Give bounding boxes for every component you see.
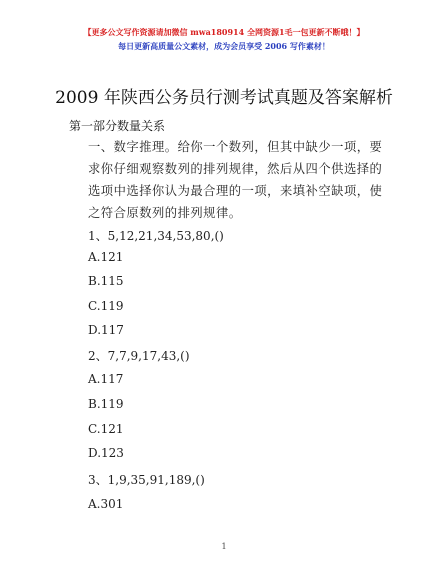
question-stem: 3、1,9,35,91,189,() (88, 473, 205, 487)
document-title: 2009 年陕西公务员行测考试真题及答案解析 (55, 88, 393, 108)
option-c: C.121 (88, 422, 124, 436)
option-a: A.121 (88, 250, 124, 264)
question-stem: 2、7,7,9,17,43,() (88, 349, 190, 363)
option-d: D.123 (88, 446, 124, 460)
option-b: B.119 (88, 397, 124, 411)
question-stem: 1、5,12,21,34,53,80,() (88, 229, 224, 243)
option-c: C.119 (88, 299, 124, 313)
option-d: D.117 (88, 323, 124, 337)
option-b: B.115 (88, 274, 124, 288)
instructions-paragraph: 一、数字推理。给你一个数列，但其中缺少一项，要求你仔细观察数列的排列规律，然后从四个供选择的选项中选择你认为最合理的一项，来填补空缺项，使之符合原数列的排列规律。 (88, 140, 383, 220)
page-number: 1 (221, 542, 227, 551)
promo-header-red: 【更多公文写作资源请加微信 mwa180914 全网资源1毛一包更新不断哦！】 (83, 27, 365, 37)
option-a: A.301 (88, 497, 124, 511)
promo-header-blue: 每日更新高质量公文素材，成为会员享受 2006 写作素材！ (118, 41, 330, 51)
section-heading: 第一部分数量关系 (69, 119, 166, 133)
option-a: A.117 (88, 372, 124, 386)
